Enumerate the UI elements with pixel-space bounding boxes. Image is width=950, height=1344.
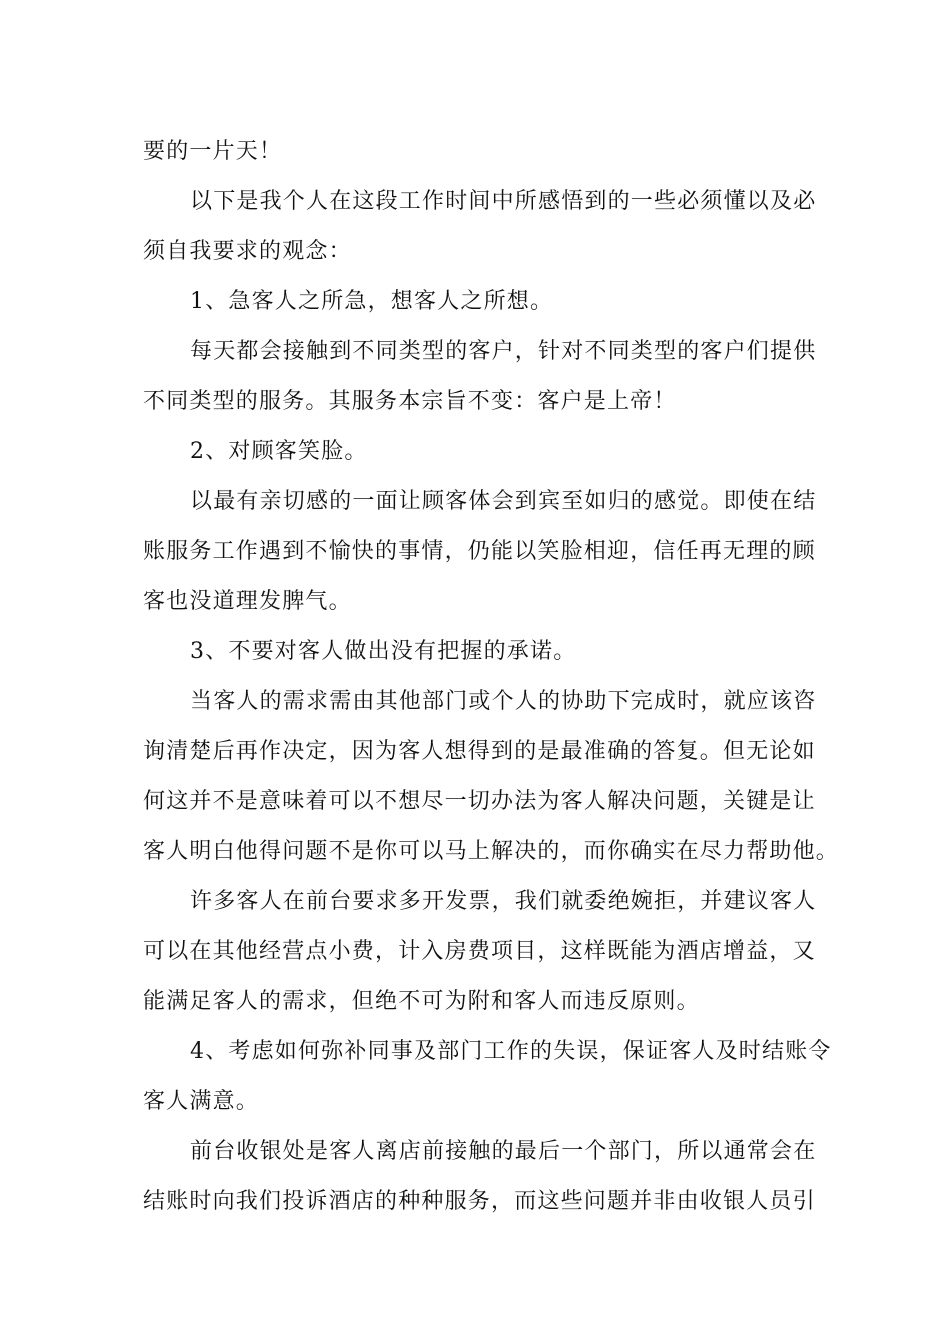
text-line: 能满足客人的需求，但绝不可为附和客人而违反原则。 — [143, 989, 700, 1014]
text-line: 客人满意。 — [143, 1089, 260, 1114]
text-line: 客人明白他得问题不是你可以马上解决的，而你确实在尽力帮助他。 — [143, 839, 840, 864]
text-line: 账服务工作遇到不愉快的事情，仍能以笑脸相迎，信任再无理的顾 — [143, 539, 816, 564]
text-line: 以最有亲切感的一面让顾客体会到宾至如归的感觉。即使在结 — [190, 489, 817, 514]
text-line: 要的一片天！ — [143, 139, 283, 164]
text-line: 何这并不是意味着可以不想尽一切办法为客人解决问题，关键是让 — [143, 789, 816, 814]
text-line: 前台收银处是客人离店前接触的最后一个部门，所以通常会在 — [190, 1139, 817, 1164]
text-line: 须自我要求的观念： — [143, 239, 352, 264]
text-line: 2、对顾客笑脸。 — [190, 439, 368, 464]
text-line: 询清楚后再作决定，因为客人想得到的是最准确的答复。但无论如 — [143, 739, 816, 764]
text-line: 以下是我个人在这段工作时间中所感悟到的一些必须懂以及必 — [190, 189, 817, 214]
text-line: 当客人的需求需由其他部门或个人的协助下完成时，就应该咨 — [190, 689, 817, 714]
text-line: 1、急客人之所急，想客人之所想。 — [190, 289, 554, 314]
text-line: 可以在其他经营点小费，计入房费项目，这样既能为酒店增益，又 — [143, 939, 816, 964]
text-line: 4、考虑如何弥补同事及部门工作的失误，保证客人及时结账令 — [190, 1039, 832, 1064]
text-line: 不同类型的服务。其服务本宗旨不变：客户是上帝！ — [143, 389, 677, 414]
text-line: 每天都会接触到不同类型的客户，针对不同类型的客户们提供 — [190, 339, 817, 364]
text-line: 结账时向我们投诉酒店的种种服务，而这些问题并非由收银人员引 — [143, 1189, 816, 1214]
text-line: 3、不要对客人做出没有把握的承诺。 — [190, 639, 577, 664]
text-line: 许多客人在前台要求多开发票，我们就委绝婉拒，并建议客人 — [190, 889, 817, 914]
text-line: 客也没道理发脾气。 — [143, 589, 352, 614]
